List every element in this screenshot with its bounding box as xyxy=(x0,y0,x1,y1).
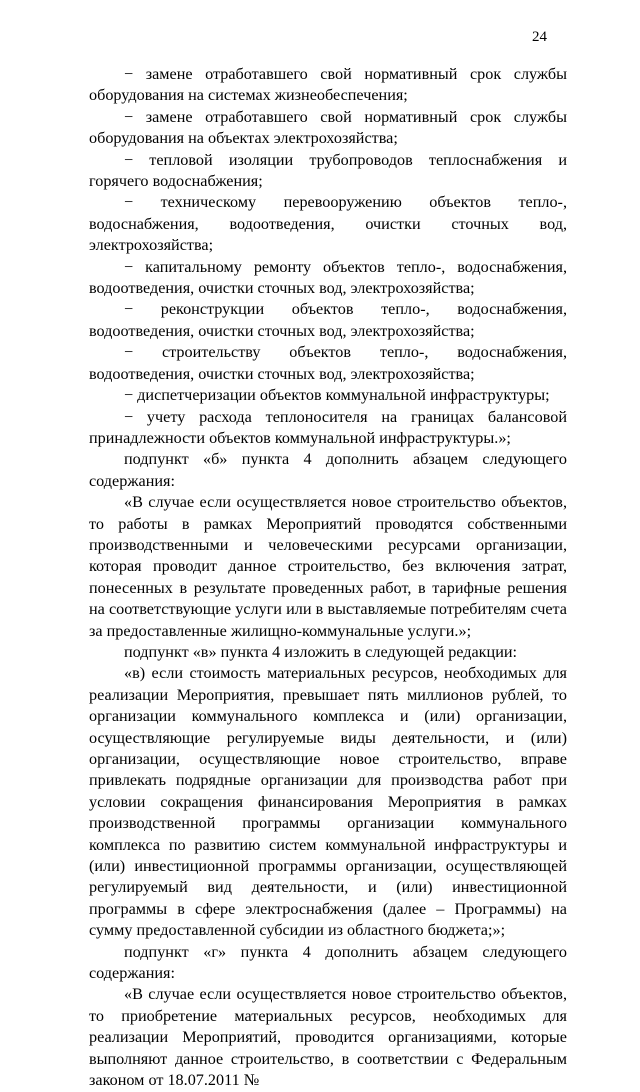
paragraph-item-7: − строительству объектов тепло-, водоснабжения, водоотведения, очистки сточных вод, электрохозяйства; xyxy=(89,343,567,383)
paragraph-item-4: − техническому перевооружению объектов тепло-, водоснабжения, водоотведения, очистки сточных вод, электрохозяйства; xyxy=(89,193,567,255)
paragraph-item-6: − реконструкции объектов тепло-, водоснабжения, водоотведения, очистки сточных вод, электрохозяйства; xyxy=(89,300,567,340)
paragraph-item-9: − учету расхода теплоносителя на границах балансовой принадлежности объектов коммунальной инфраструктуры.»; xyxy=(89,407,567,447)
paragraph-item-2: − замене отработавшего свой нормативный срок службы оборудования на объектах электрохозяйства; xyxy=(89,107,567,148)
amendment-text-b: «В случае если осуществляется новое строительство объектов, то работы в рамках Мероприятий проводятся собственными производственными и человеческими ресурсами организации, которая проводит данное строительство, без включения затрат, понесенных в результате проведенных работ, в тарифные решения на соответствующие услуги или в выставляемые потребителям счета за предоставленные жилищно-коммунальные услуги.»; xyxy=(89,493,567,640)
page-number: 24 xyxy=(532,29,547,45)
amendment-intro-b: подпункт «б» пункта 4 дополнить абзацем следующего содержания: xyxy=(89,450,567,490)
paragraph-item-8: − диспетчеризации объектов коммунальной инфраструктуры; xyxy=(124,386,550,405)
amendment-intro-v: подпункт «в» пункта 4 изложить в следующей редакции: xyxy=(124,642,518,661)
document-body xyxy=(89,64,567,1092)
paragraph-item-5: − капитальному ремонту объектов тепло-, водоснабжения, водоотведения, очистки сточных вод, электрохозяйства; xyxy=(89,257,567,298)
amendment-text-g: «В случае если осуществляется новое строительство объектов, то приобретение материальных ресурсов, необходимых для реализации Мероприятий, проводится организациями, которые выполняют данное строительство, в соответствии с Федеральным законом от 18.07.2011 № xyxy=(89,985,567,1090)
paragraph-item-3: − тепловой изоляции трубопроводов теплоснабжения и горячего водоснабжения; xyxy=(89,150,567,191)
paragraph-item-1: − замене отработавшего свой нормативный срок службы оборудования на системах жизнеобеспечения; xyxy=(89,65,567,105)
amendment-text-v: «в) если стоимость материальных ресурсов, необходимых для реализации Мероприятия, превышает пять миллионов рублей, то организации коммунального комплекса и (или) организации, осуществляющие регулируемые виды деятельности, и (или) организации, осуществляющие новое строительство, вправе привлекать подрядные организации для производства работ при условии сокращения финансирования Мероприятия в рамках производственной программы организации коммунального комплекса по развитию систем коммунальной инфраструктуры и (или) инвестиционной программы организации, осуществляющей регулируемый вид деятельности, и (или) инвестиционной программы в сфере электроснабжения (далее – Программы) на сумму предоставленной субсидии из областного бюджета;»; xyxy=(89,664,567,940)
amendment-intro-g: подпункт «г» пункта 4 дополнить абзацем следующего содержания: xyxy=(89,942,567,983)
